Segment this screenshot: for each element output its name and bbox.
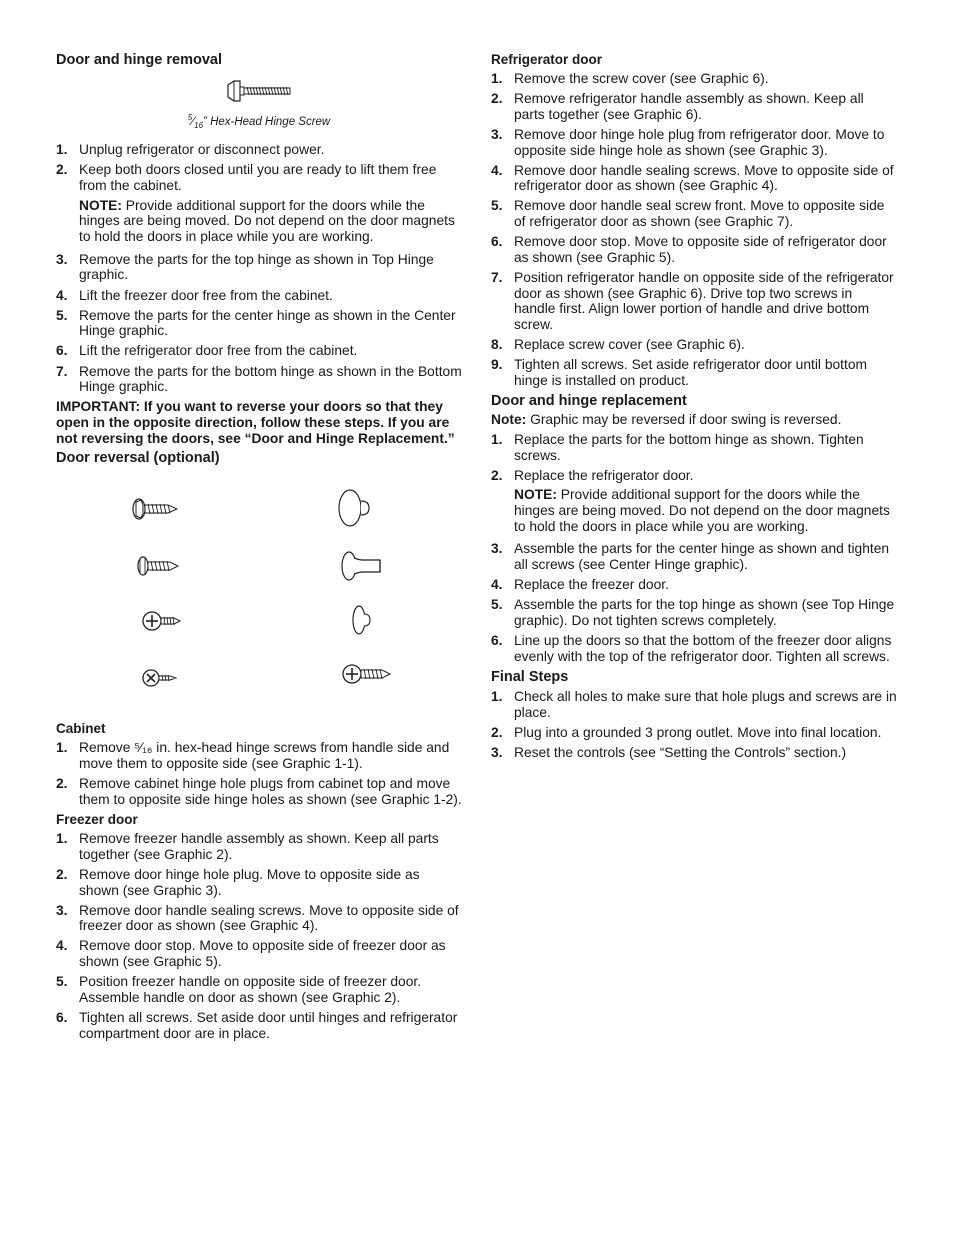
refrigerator-heading: Refrigerator door [491, 52, 603, 67]
screw-caption: $^5⁄_{16}$” Hex-Head Hinge Screw [187, 113, 331, 131]
list-item: 1. Check all holes to make sure that hole plugs and screws are in place. [491, 688, 897, 720]
right-column [491, 52, 897, 765]
list-item: 6. Lift the refrigerator door free from the cabinet. [56, 343, 358, 359]
list-item: 7. Position refrigerator handle on opposite side of the refrigerator door as shown (see Graphic 6). Drive top two screws in handle first. Align lower portion of handle and drive bottom screw. [491, 270, 894, 333]
list-item: 5. Remove door handle seal screw front. Move to opposite side of refrigerator door as shown (see Graphic 7). [491, 198, 885, 230]
list-item: 1. Remove the screw cover (see Graphic 6). [491, 71, 769, 86]
list-item: 3. Reset the controls (see “Setting the Controls” section.) [491, 744, 847, 760]
list-item: 7. Remove the parts for the bottom hinge as shown in the Bottom Hinge graphic. [56, 363, 462, 395]
replacement-heading: Door and hinge replacement [491, 393, 687, 410]
list-item: 5. Remove the parts for the center hinge as shown in the Center Hinge graphic. [56, 307, 456, 339]
final-steps [491, 689, 897, 761]
hex-head-screw-icon [226, 79, 292, 103]
list-item: 2. Remove door hinge hole plug. Move to opposite side as shown (see Graphic 3). [56, 866, 420, 898]
replacement-note: Note: Graphic may be reversed if door swing is reversed. [491, 412, 842, 428]
list-item: 6. Remove door stop. Move to opposite side of refrigerator door as shown (see Graphic 5). [491, 234, 887, 265]
hex-screw-icon [136, 555, 180, 577]
replacement-support-note: NOTE: Provide additional support for the doors while the hinges are being moved. Do not depend on the door magnets to hold the doors in place while you are working. [514, 487, 890, 534]
list-item: 1. Unplug refrigerator or disconnect power. [56, 142, 325, 158]
important-notice: IMPORTANT: If you want to reverse your doors so that they open in the opposite direction, follow these steps. If you are not reversing the doors, see “Door and Hinge Replacement.” [56, 399, 455, 446]
hinge-pin-icon [340, 549, 386, 583]
list-item: 4. Remove door stop. Move to opposite side of freezer door as shown (see Graphic 5). [56, 938, 446, 970]
parts-graphic [56, 475, 462, 715]
list-item: 4. Replace the freezer door. [491, 577, 669, 593]
removal-steps [56, 142, 462, 395]
list-item: 2. Remove refrigerator handle assembly as shown. Keep all parts together (see Graphic 6). [491, 91, 864, 122]
final-steps-heading: Final Steps [491, 668, 569, 685]
removal-heading: Door and hinge removal [56, 52, 222, 68]
list-item: 3. Remove the parts for the top hinge as shown in Top Hinge graphic. [56, 251, 434, 283]
list-item: 9. Tighten all screws. Set aside refrigerator door until bottom hinge is installed on product. [491, 357, 868, 389]
phillips-screw-icon [142, 609, 182, 633]
removal-note: NOTE: Provide additional support for the doors while the hinges are being moved. Do not depend on the door magnets to hold the doors in place while you are working. [79, 197, 455, 245]
list-item: 6. Line up the doors so that the bottom of the freezer door aligns evenly with the top of the refrigerator door. Tighten all screws. [491, 633, 892, 664]
list-item: 2. Keep both doors closed until you are ready to lift them free from the cabinet. NOTE: Provide additional support for the doors while the hinges are being moved. Do not depend on the door magnets to hold the doors in place while you are working. [56, 162, 462, 245]
list-item: 3. Remove door handle sealing screws. Move to opposite side of freezer door as shown (see Graphic 4). [56, 902, 459, 934]
hole-plug-icon [350, 603, 374, 637]
cabinet-heading: Cabinet [56, 721, 106, 737]
list-item: 3. Remove door hinge hole plug from refrigerator door. Move to opposite side hinge hole as shown (see Graphic 3). [491, 126, 885, 158]
reversal-heading: Door reversal (optional) [56, 450, 220, 467]
list-item: 8. Replace screw cover (see Graphic 6). [491, 337, 745, 353]
list-item: 6. Tighten all screws. Set aside door until hinges and refrigerator compartment door are in place. [56, 1010, 458, 1041]
list-item: 2. Plug into a grounded 3 prong outlet. Move into final location. [491, 724, 882, 740]
list-item: 1. Replace the parts for the bottom hinge as shown. Tighten screws. [491, 431, 864, 463]
handle-screw-icon [342, 661, 392, 687]
list-item: 1. Remove ⁵⁄₁₆ in. hex-head hinge screws from handle side and move them to opposite side (see Graphic 1-1). [56, 740, 450, 772]
list-item: 4. Lift the freezer door free from the cabinet. [56, 287, 333, 303]
cabinet-steps [56, 740, 462, 807]
refrigerator-steps [491, 71, 897, 389]
list-item: 1. Remove freezer handle assembly as shown. Keep all parts together (see Graphic 2). [56, 831, 439, 862]
replacement-steps [491, 432, 897, 665]
freezer-steps [56, 831, 462, 1041]
phillips-screw-icon [142, 667, 180, 689]
left-column [56, 52, 462, 1046]
hex-screw-icon [130, 497, 180, 521]
list-item: 4. Remove door handle sealing screws. Move to opposite side of refrigerator door as shown (see Graphic 4). [491, 162, 894, 194]
list-item: 2. Remove cabinet hinge hole plugs from cabinet top and move them to opposite side hinge holes as shown (see Graphic 1-2). [56, 776, 462, 807]
list-item: 3. Assemble the parts for the center hinge as shown and tighten all screws (see Center Hinge graphic). [491, 541, 890, 573]
door-stop-icon [336, 487, 372, 529]
list-item: 5. Assemble the parts for the top hinge as shown (see Top Hinge graphic). Do not tighten screws completely. [491, 597, 895, 629]
freezer-heading: Freezer door [56, 812, 138, 828]
list-item: 2. Replace the refrigerator door. NOTE: Provide additional support for the doors while the hinges are being moved. Do not depend on the door magnets to hold the doors in place while you are working. [491, 468, 897, 535]
list-item: 5. Position freezer handle on opposite side of freezer door. Assemble handle on door as shown (see Graphic 2). [56, 974, 422, 1005]
